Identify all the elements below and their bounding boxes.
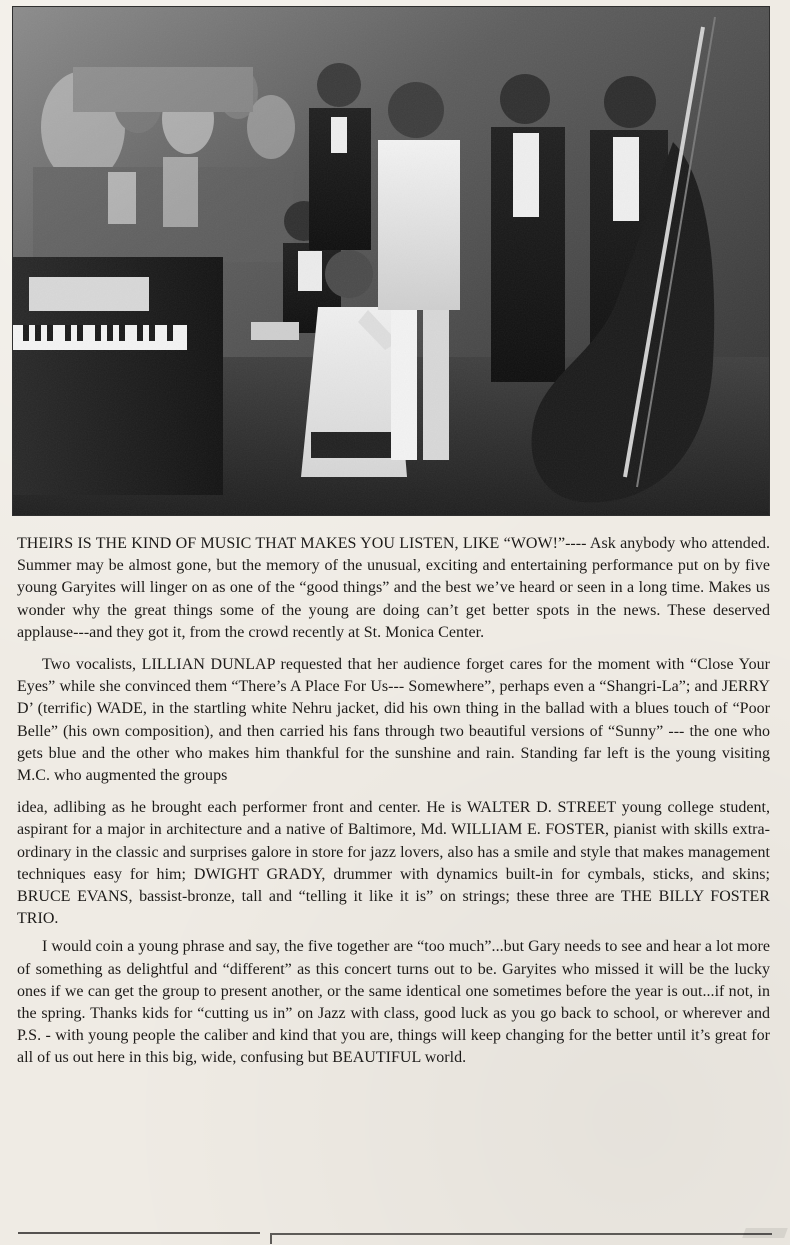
article-body	[17, 533, 770, 1070]
band-photo-illustration	[13, 7, 769, 515]
page-bottom-rule-left	[18, 1232, 260, 1244]
page-bottom-rule-right	[270, 1233, 772, 1244]
band-photo	[12, 6, 770, 516]
article-paragraph-1: THEIRS IS THE KIND OF MUSIC THAT MAKES YOU LISTEN, LIKE “WOW!”---- Ask anybody who attended. Summer may be almost gone, but the memory of the unusual, exciting and entertaining performance put on by five young Garyites will linger on as one of the “good things” and the best we’ve heard or seen in a long time. Makes us wonder why the great things some of the young are doing can’t get better spots in the news. These deserved applause---and they got it, from the crowd recently at St. Monica Center.	[17, 535, 770, 641]
article-paragraph-4: I would coin a young phrase and say, the five together are “too much”...but Gary needs to see and hear a lot more of something as delightful and “different” as this concert turns out to be. Garyites who missed it will be the lucky ones if we can get the group to present another, or the same identical one sometimes before the year is out...if not, in the spring. Thanks kids for “cutting us in” on Jazz with class, good luck as you go back to school, or wherever and P.S. - with young people the caliber and kind that you are, things will keep changing for the better until it’s great for all of us out here in this big, wide, confusing but BEAUTIFUL world.	[17, 938, 770, 1067]
page-bottom-stain	[742, 1228, 788, 1238]
article-paragraph-2: Two vocalists, LILLIAN DUNLAP requested that her audience forget cares for the moment with “Close Your Eyes” while she convinced them “There’s A Place For Us--- Somewhere”, perhaps even a “Shangri-La”; and JERRY D’ (terrific) WADE, in the startling white Nehru jacket, did his own thing in the ballad with a blues touch of “Poor Belle” (his own composition), and then carried his fans through two beautiful versions of “Sunny” --- the one who gets blue and the other who makes him thankful for the sunshine and rain. Standing far left is the young visiting M.C. who augmented the groups	[17, 656, 770, 785]
article-paragraph-3: idea, adlibing as he brought each performer front and center. He is WALTER D. STREET young college student, aspirant for a major in architecture and a native of Baltimore, Md. WILLIAM E. FOSTER, pianist with skills extra-ordinary in the classic and surprises galore in store for jazz lovers, also has a smile and style that makes management techniques easy for him; DWIGHT GRADY, drummer with dynamics built-in for cymbals, sticks, and skins; BRUCE EVANS, bassist-bronze, tall and “telling it like it is” on strings; these three are THE BILLY FOSTER TRIO.	[17, 799, 770, 928]
